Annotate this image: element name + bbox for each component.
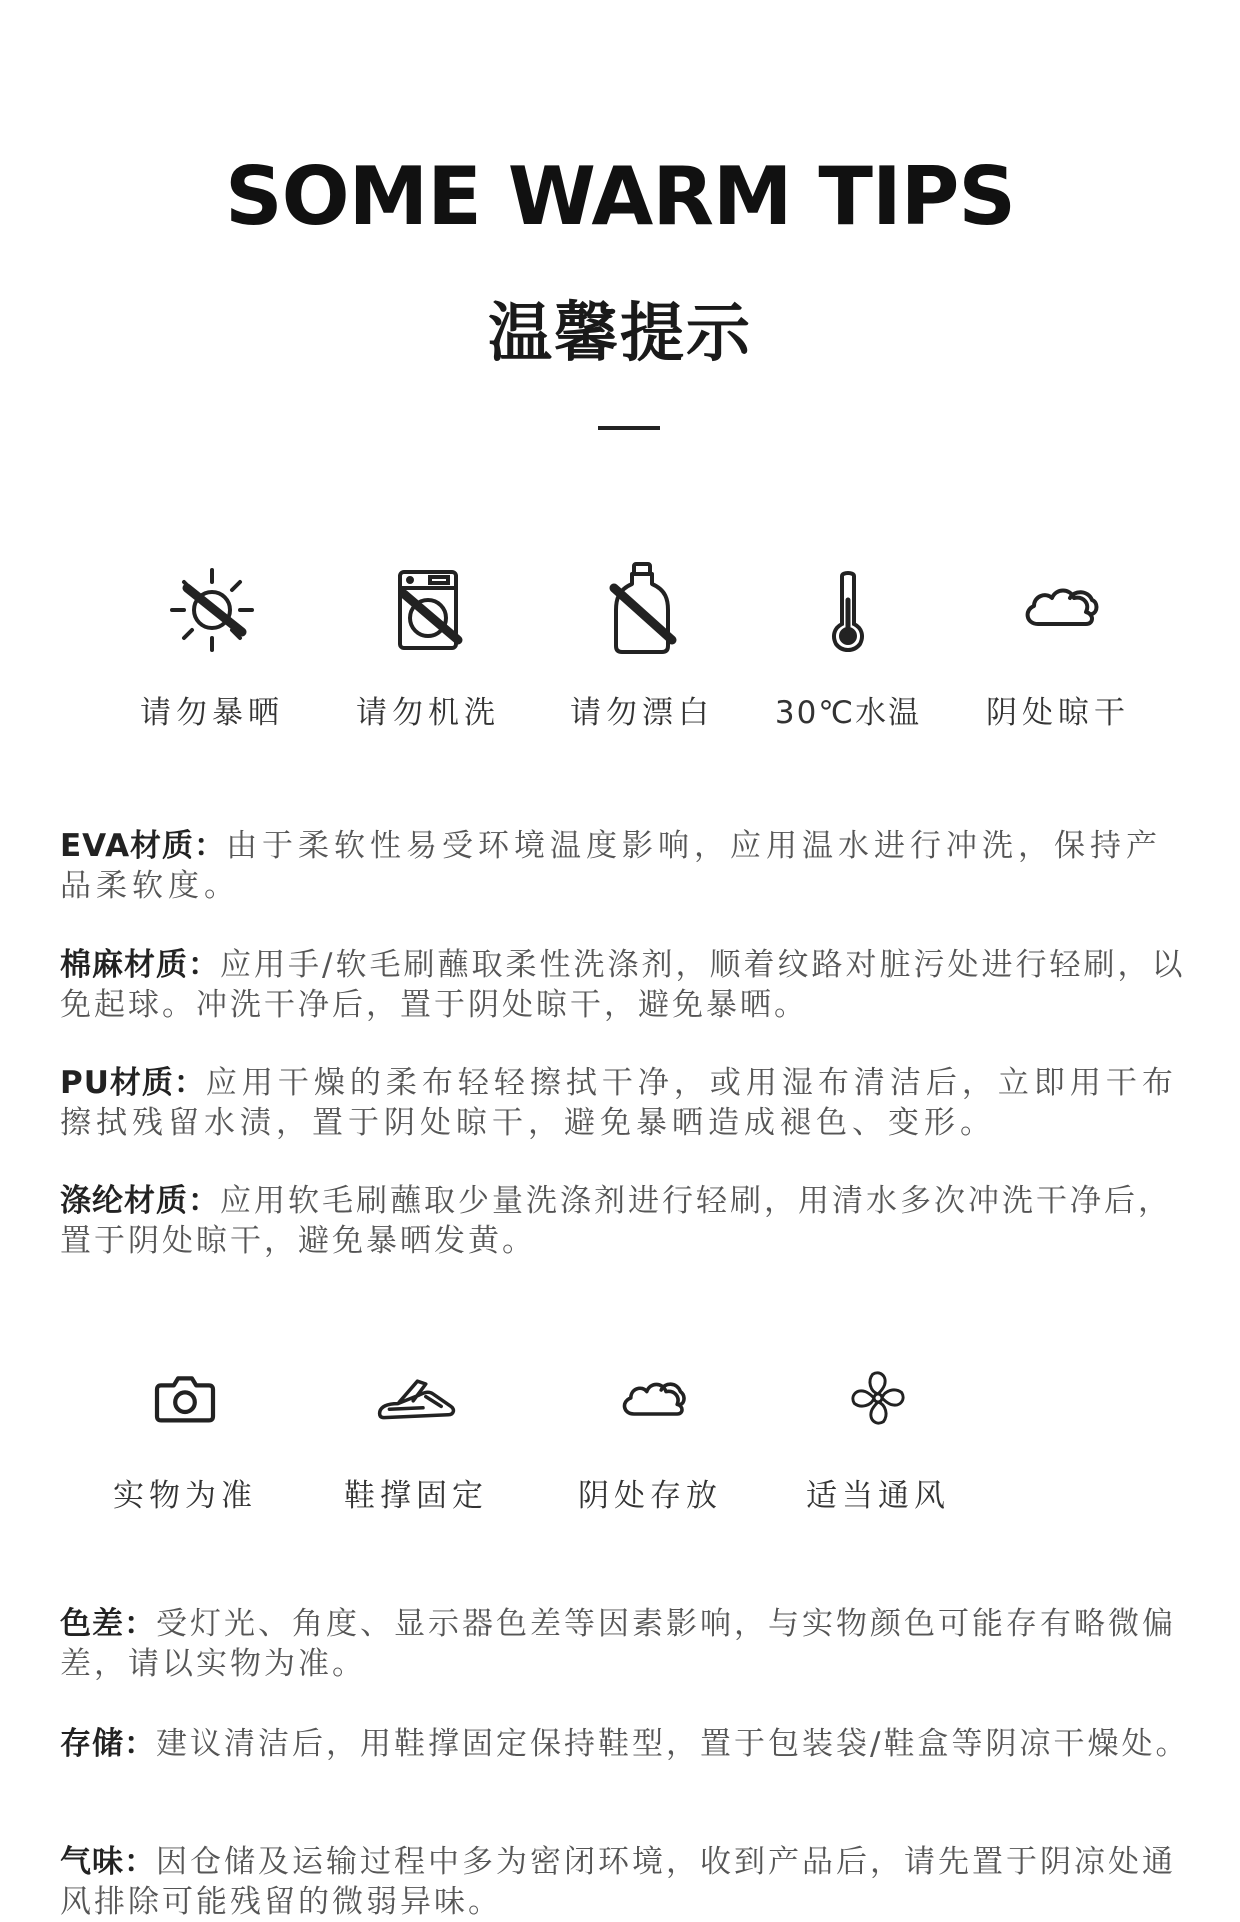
- cloud-icon: [1008, 560, 1108, 660]
- tip-heading: EVA材质：: [60, 828, 227, 864]
- tip-heading: PU材质：: [60, 1065, 206, 1101]
- care-label: 请勿机洗: [356, 695, 500, 731]
- material-tip-eva: [60, 826, 1190, 906]
- tip-body: 应用软毛刷蘸取少量洗涤剂进行轻刷，用清水多次冲洗干净后，置于阴处晾干，避免暴晒发黄。: [60, 1183, 1172, 1259]
- material-tip-polyester: [60, 1181, 1190, 1261]
- tip-heading: 存储：: [60, 1726, 156, 1762]
- camera-icon: [150, 1363, 220, 1433]
- care-item-no-machine-wash: [328, 555, 528, 732]
- storage-item-ventilation: [778, 1348, 978, 1515]
- tip-heading: 气味：: [60, 1844, 156, 1880]
- tip-body: 应用手/软毛刷蘸取柔性洗涤剂，顺着纹路对脏污处进行轻刷，以免起球。冲洗干净后，置于阴处晾干，避免暴晒。: [60, 947, 1186, 1023]
- storage-tip-color-difference: [60, 1604, 1190, 1684]
- storage-label: 实物为准: [113, 1478, 257, 1514]
- storage-item-shade-storage: [550, 1348, 750, 1515]
- storage-item-shoe-tree: [316, 1348, 516, 1515]
- thermometer-icon: [798, 560, 898, 660]
- tip-heading: 涤纶材质：: [60, 1183, 220, 1219]
- storage-tip-storage: [60, 1724, 1190, 1764]
- storage-tip-odor: [60, 1842, 1190, 1922]
- tip-heading: 棉麻材质：: [60, 947, 220, 983]
- storage-item-actual-object: [85, 1348, 285, 1515]
- care-item-no-bleach: [542, 555, 742, 732]
- tip-heading: 色差：: [60, 1606, 156, 1642]
- no-sun-icon: [162, 560, 262, 660]
- no-washing-machine-icon: [378, 560, 478, 660]
- care-label: 请勿漂白: [570, 695, 714, 731]
- care-label: 阴处晾干: [986, 695, 1130, 731]
- tip-body: 由于柔软性易受环境温度影响，应用温水进行冲洗，保持产品柔软度。: [60, 828, 1163, 904]
- no-bleach-icon: [592, 560, 692, 660]
- care-label: 请勿暴晒: [140, 695, 284, 731]
- material-tip-cotton-linen: [60, 945, 1190, 1025]
- material-tip-pu: [60, 1063, 1190, 1143]
- storage-label: 适当通风: [806, 1478, 950, 1514]
- tip-body: 建议清洁后，用鞋撑固定保持鞋型，置于包装袋/鞋盒等阴凉干燥处。: [156, 1726, 1190, 1762]
- care-item-no-sun: [112, 555, 312, 732]
- care-item-shade-dry: [958, 555, 1158, 732]
- title-divider: [598, 426, 660, 430]
- care-label: 30℃水温: [774, 695, 922, 731]
- cloud-icon: [610, 1358, 690, 1438]
- fan-icon: [845, 1365, 911, 1431]
- care-item-water-temperature: [748, 555, 948, 732]
- title-english: SOME WARM TIPS: [225, 150, 1015, 243]
- tip-body: 应用干燥的柔布轻轻擦拭干净，或用湿布清洁后，立即用干布擦拭残留水渍，置于阴处晾干，避免暴晒造成褪色、变形。: [60, 1065, 1178, 1141]
- storage-label: 阴处存放: [578, 1478, 722, 1514]
- shoe-tree-icon: [374, 1363, 458, 1433]
- title-chinese: 温馨提示: [488, 297, 752, 371]
- storage-label: 鞋撑固定: [344, 1478, 488, 1514]
- tip-body: 受灯光、角度、显示器色差等因素影响，与实物颜色可能存有略微偏差，请以实物为准。: [60, 1606, 1176, 1682]
- tip-body: 因仓储及运输过程中多为密闭环境，收到产品后，请先置于阴凉处通风排除可能残留的微弱异味。: [60, 1844, 1176, 1920]
